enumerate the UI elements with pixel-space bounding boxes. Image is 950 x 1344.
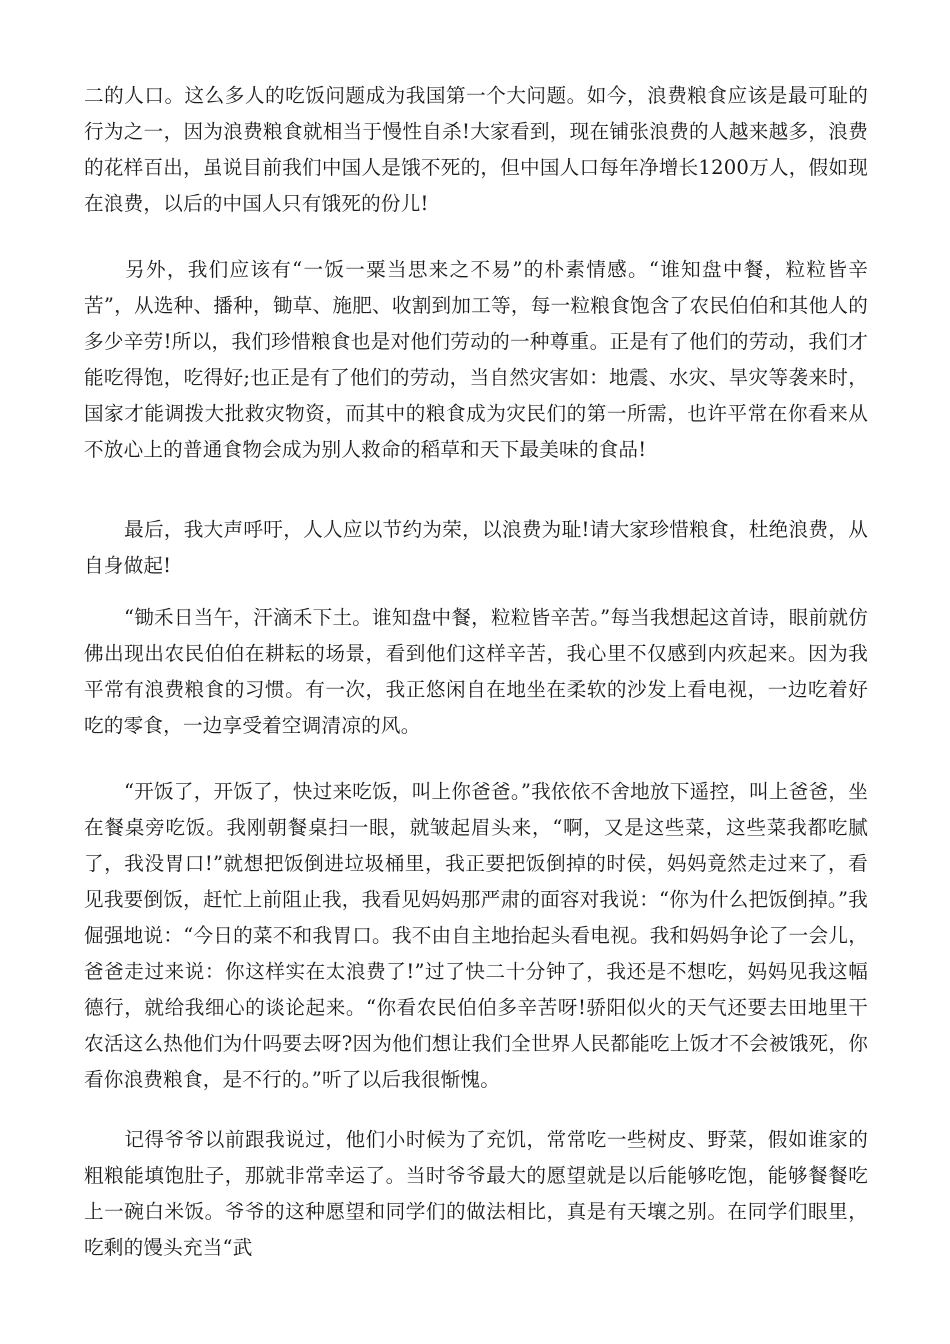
paragraph-1-text: 二的人口。这么多人的吃饭问题成为我国第一个大问题。如今，浪费粮食应该是最可耻的行为之一，因为浪费粮食就相当于慢性自杀!大家看到，现在铺张浪费的人越来越多，浪费的花样百出，虽说目前我们中国人是饿不死的，但中国人口每年净增长1200万人，假如现在浪费，以后的中国人只有饿死的份儿! [84, 84, 868, 215]
paragraph-3-text: 最后，我大声呼吁，人人应以节约为荣，以浪费为耻!请大家珍惜粮食，杜绝浪费，从自身做起! [84, 518, 868, 577]
paragraph-3 [84, 512, 868, 584]
paragraph-4-text: “锄禾日当午，汗滴禾下土。谁知盘中餐，粒粒皆辛苦。”每当我想起这首诗，眼前就仿佛出现出农民伯伯在耕耘的场景，看到他们这样辛苦，我心里不仅感到内疚起来。因为我平常有浪费粮食的习惯。有一次，我正悠闲自在地坐在柔软的沙发上看电视，一边吃着好吃的零食，一边享受着空调清凉的风。 [84, 606, 868, 737]
paragraph-2-text: 另外，我们应该有“一饭一粟当思来之不易”的朴素情感。“谁知盘中餐，粒粒皆辛苦”，从选种、播种，锄草、施肥、收割到加工等，每一粒粮食饱含了农民伯伯和其他人的多少辛劳!所以，我们珍惜粮食也是对他们劳动的一种尊重。正是有了他们的劳动，我们才能吃得饱，吃得好;也正是有了他们的劳动，当自然灾害如：地震、水灾、旱灾等袭来时，国家才能调拨大批救灾物资，而其中的粮食成为灾民们的第一所需，也许平常在你看来从不放心上的普通食物会成为别人救命的稻草和天下最美味的食品! [84, 258, 868, 461]
paragraph-1 [84, 78, 868, 222]
paragraph-6 [84, 1122, 868, 1266]
paragraph-2 [84, 252, 868, 468]
paragraph-4 [84, 600, 868, 744]
paragraph-5 [84, 774, 868, 1098]
paragraph-6-text: 记得爷爷以前跟我说过，他们小时候为了充饥，常常吃一些树皮、野菜，假如谁家的粗粮能填饱肚子，那就非常幸运了。当时爷爷最大的愿望就是以后能够吃饱，能够餐餐吃上一碗白米饭。爷爷的这种愿望和同学们的做法相比，真是有天壤之别。在同学们眼里，吃剩的馒头充当“武 [84, 1128, 868, 1259]
paragraph-5-text: “开饭了，开饭了，快过来吃饭，叫上你爸爸。”我依依不舍地放下遥控，叫上爸爸，坐在餐桌旁吃饭。我刚朝餐桌扫一眼，就皱起眉头来，“啊，又是这些菜，这些菜我都吃腻了，我没胃口!”就想把饭倒进垃圾桶里，我正要把饭倒掉的时侯，妈妈竟然走过来了，看见我要倒饭，赶忙上前阻止我，我看见妈妈那严肃的面容对我说：“你为什么把饭倒掉。”我倔强地说：“今日的菜不和我胃口。我不由自主地抬起头看电视。我和妈妈争论了一会儿，爸爸走过来说：你这样实在太浪费了!”过了快二十分钟了，我还是不想吃，妈妈见我这幅德行，就给我细心的谈论起来。“你看农民伯伯多辛苦呀!骄阳似火的天气还要去田地里干农活这么热他们为什吗要去呀?因为他们想让我们全世界人民都能吃上饭才不会被饿死，你看你浪费粮食，是不行的。”听了以后我很惭愧。 [84, 780, 868, 1091]
